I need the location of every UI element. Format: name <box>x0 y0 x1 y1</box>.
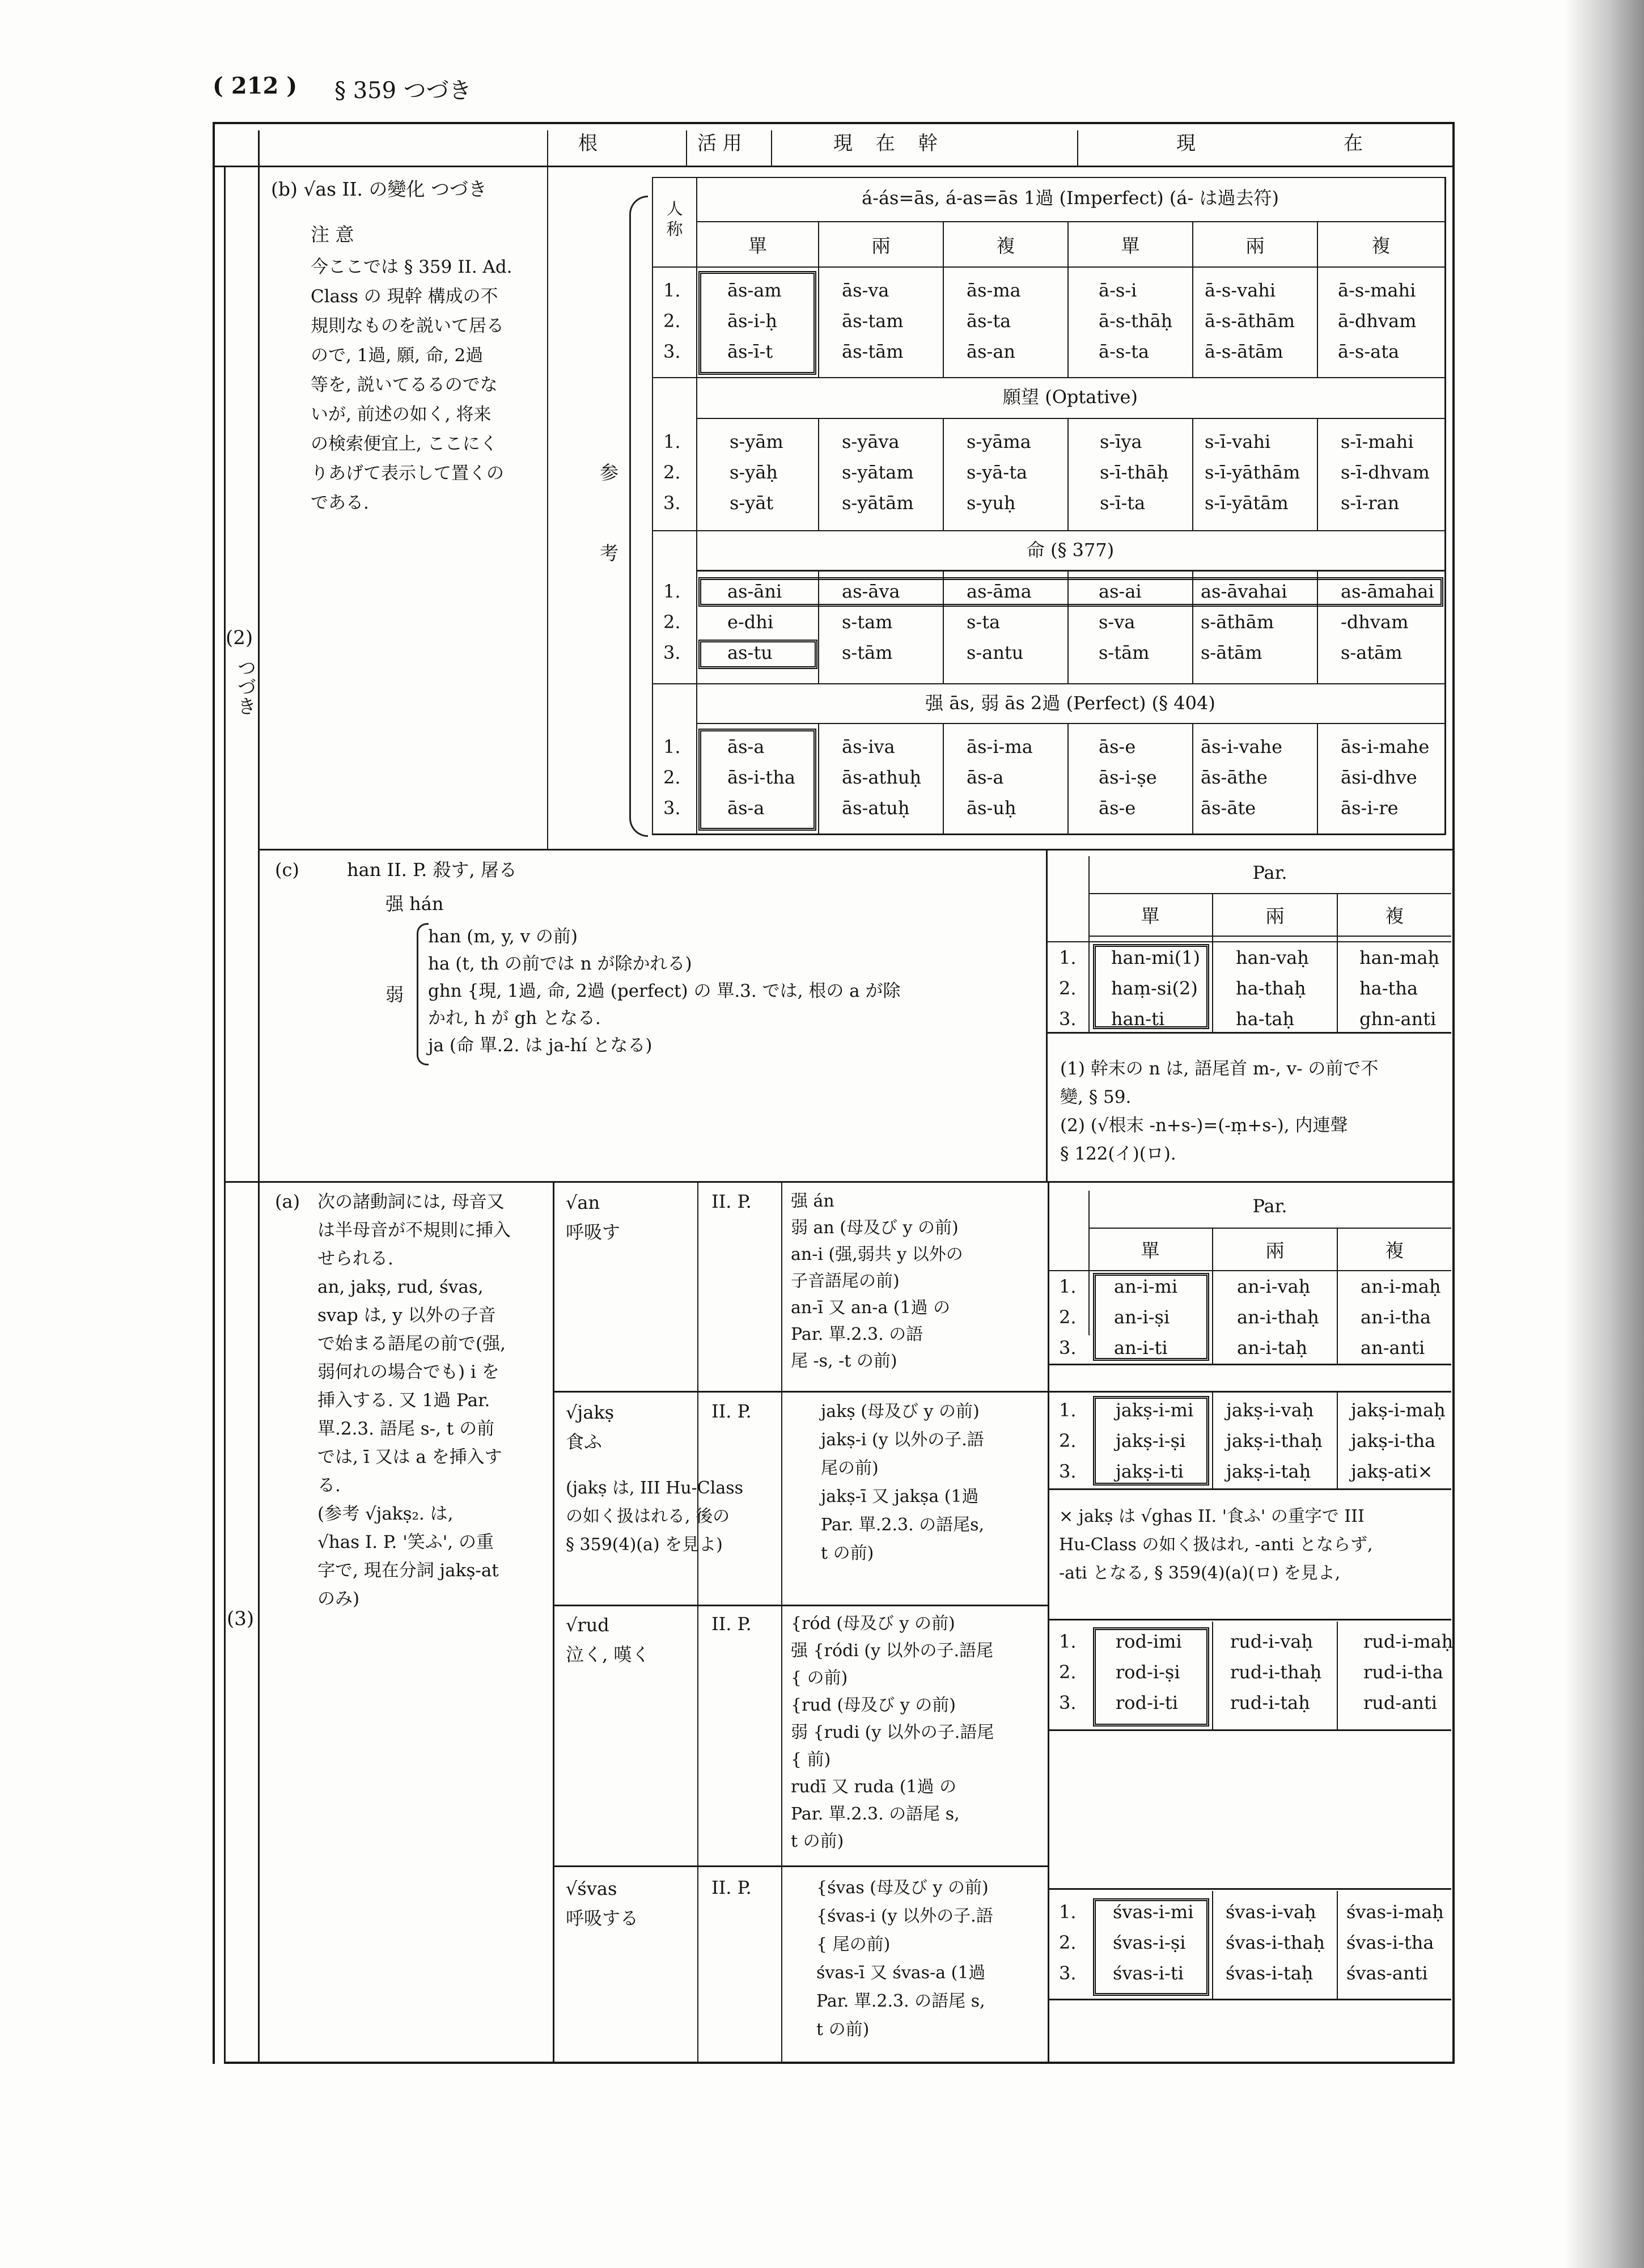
c-col-3: han-maḥ ha-tha ghn-anti <box>1359 947 1440 1030</box>
perfect-col-2: ās-iva ās-athuḥ ās-atuḥ <box>842 736 922 819</box>
a3-text: 次の諸動詞には, 母音又 は半母音が不規則に挿入 せられる. an, jakṣ, rud, śvas, svap は, y 以外の子音 で始まる語尾の前で(强, 弱何れの場合でも) i を 挿入する. 又 1過 Par. 單.2.3. 語尾 s-, t の前 では, ī 又は a を挿入す る. (参考 √jakṣ₂. は, √has I. P. '笑ふ', の重 字で, 現在分詞 jakṣ-at のみ) <box>317 1192 511 1609</box>
imperative-title: 命 (§ 377) <box>1026 539 1115 561</box>
head-du: 兩 <box>871 235 891 257</box>
b-sanko2: 考 <box>600 542 618 564</box>
verb-an-stem: 强 án 弱 an (母及び y の前) an-i (强,弱共 y 以外の 子音語尾の前) an-ī 又 an-a (1過 の Par. 單.2.3. の語 尾 -s, -t の前) <box>791 1191 963 1371</box>
imperative-col-2: as-āva s-tam s-tām <box>842 581 900 663</box>
a3-par: Par. <box>1252 1195 1287 1217</box>
optative-persons: 1. 2. 3. <box>663 431 681 514</box>
imperative-row1-box <box>698 577 1443 607</box>
verb-jaks-persons: 1. 2. 3. <box>1059 1399 1077 1482</box>
verb-jaks-col-3: jakṣ-i-maḥ jakṣ-i-tha jakṣ-ati× <box>1351 1399 1446 1482</box>
page-number: ( 212 ) <box>213 73 298 99</box>
scan-edge-shadow <box>1565 0 1644 2268</box>
c-par: Par. <box>1252 862 1287 883</box>
col-header-stem: 現 在 幹 <box>833 132 938 155</box>
col-header-present2: 在 <box>1344 132 1363 155</box>
perfect-persons: 1. 2. 3. <box>663 736 681 819</box>
row-label-2: (2) <box>226 627 253 649</box>
perfect-col-3: ās-i-ma ās-a ās-uḥ <box>967 736 1033 819</box>
verb-jaks-root-note: (jakṣ は, III Hu-Class の如く扱はれる, 後の § 359(4)(a) を見よ) <box>566 1478 744 1555</box>
verb-rud-class: II. P. <box>711 1613 752 1635</box>
head-sg-mid: 單 <box>1121 235 1140 257</box>
person-head: 人 称 <box>666 199 683 239</box>
imperfect-persons: 1. 2. 3. <box>663 280 681 362</box>
optative-col-2: s-yāva s-yātam s-yātām <box>842 431 914 514</box>
verb-rud-col-2: rud-i-vaḥ rud-i-thaḥ rud-i-taḥ <box>1230 1631 1322 1713</box>
verb-an-class: II. P. <box>711 1191 752 1212</box>
imperative-col-1: as-āni e-dhi as-tu <box>727 581 782 663</box>
col-header-present: 現 <box>1176 132 1196 155</box>
imperfect-col-2: ās-va ās-tam ās-tām <box>842 280 904 362</box>
imperfect-col-6: ā-s-mahi ā-dhvam ā-s-ata <box>1338 280 1417 362</box>
verb-an-col-2: an-i-vaḥ an-i-thaḥ an-i-taḥ <box>1237 1276 1319 1359</box>
imperfect-col-1: ās-am ās-i-ḥ ās-ī-t <box>727 280 782 362</box>
verb-an-col-1: an-i-mi an-i-ṣi an-i-ti <box>1114 1276 1178 1359</box>
verb-svas-class: II. P. <box>711 1877 752 1898</box>
verb-rud-stem: {ród (母及び y の前) 强 {ródi (y 以外の子.語尾 { の前) {rud (母及び y の前) 弱 {rudi (y 以外の子.語尾 { 前) rudī 又 ruda (1過 の Par. 單.2.3. の語尾 s, t の前) <box>791 1614 994 1851</box>
b-note: 今ここでは § 359 II. Ad. Class の 現幹 構成の不 規則なものを説いて居る ので, 1過, 願, 命, 2過 等を, 説いてるるのでな いが, 前述の如く, 将来 の検索便宜上, ここにく りあげて表示して置くの である. <box>311 257 512 513</box>
verb-svas-persons: 1. 2. 3. <box>1059 1901 1077 1984</box>
c-label: (c) <box>275 859 299 881</box>
optative-col-4: s-īya s-ī-thāḥ s-ī-ta <box>1100 431 1169 514</box>
verb-rud-root: √rud 泣く, 嘆く <box>566 1614 650 1665</box>
c-col-2: han-vaḥ ha-thaḥ ha-taḥ <box>1236 947 1309 1030</box>
a3-label: (a) <box>275 1191 300 1212</box>
optative-col-1: s-yām s-yāḥ s-yāt <box>730 431 783 514</box>
c-weak-bracket <box>417 923 429 1065</box>
perfect-col-5: ās-i-vahe ās-āthe ās-āte <box>1201 736 1283 819</box>
c-weak-lines: han (m, y, v の前) ha (t, th の前では n が除かれる) ghn {現, 1過, 命, 2過 (perfect) の 單.3. では, 根の a が除 かれ, h が gh となる. ja (命 單.2. は ja-hí となる) <box>428 926 901 1056</box>
imperative-col-5: as-āvahai s-āthām s-ātām <box>1201 581 1287 663</box>
col-header-usage: 活 用 <box>697 132 742 155</box>
row-label-3: (3) <box>227 1607 255 1630</box>
c-col-1: han-mi(1) haṃ-si(2) han-ti <box>1111 947 1201 1030</box>
verb-an-root: √an 呼吸す <box>566 1192 621 1243</box>
verb-jaks-col-1: jakṣ-i-mi jakṣ-i-ṣi jakṣ-i-ti <box>1116 1399 1194 1482</box>
perfect-title: 强 ās, 弱 ās 2過 (Perfect) (§ 404) <box>925 692 1215 714</box>
c-head-du: 兩 <box>1265 905 1285 927</box>
verb-svas-stem: {śvas (母及び y の前) {śvas-i (y 以外の子.語 { 尾の前) śvas-ī 又 śvas-a (1過 Par. 單.2.3. の語尾 s, t の前) <box>816 1878 993 2039</box>
sanko-bracket <box>629 196 648 837</box>
imperfect-col-3: ās-ma ās-ta ās-an <box>967 280 1021 362</box>
verb-an-persons: 1. 2. 3. <box>1059 1276 1077 1359</box>
b-title: (b) √as II. の變化 つづき <box>271 178 488 200</box>
c-notes: (1) 幹末の n は, 語尾首 m-, v- の前で不 變, § 59. (2) (√根末 -n+s-)=(-ṃ+s-), 内連聲 § 122(イ)(ロ). <box>1060 1059 1379 1164</box>
verb-jaks-note: × jakṣ は √ghas II. '食ふ' の重字で III Hu-Class の如く扱はれ, -anti とならず, -ati となる, § 359(4)(a)(ロ) を見よ, <box>1059 1507 1373 1583</box>
verb-rud-col-1: rod-imi rod-i-ṣi rod-i-ti <box>1116 1631 1182 1713</box>
imperfect-title: á-ás=ās, á-as=ās 1過 (Imperfect) (á- は過去符) <box>862 187 1279 209</box>
c-title: han II. P. 殺す, 屠る <box>347 859 517 881</box>
b-sanko: 参 <box>600 462 618 484</box>
section-heading: § 359 つづき <box>334 78 472 104</box>
verb-svas-col-3: śvas-i-maḥ śvas-i-tha śvas-anti <box>1346 1901 1444 1984</box>
imperative-col-4: as-ai s-va s-tām <box>1099 581 1150 663</box>
optative-col-5: s-ī-vahi s-ī-yāthām s-ī-yātām <box>1205 431 1300 514</box>
verb-rud-persons: 1. 2. 3. <box>1059 1631 1077 1713</box>
a3-head-pl: 複 <box>1385 1239 1404 1262</box>
imperative-persons: 1. 2. 3. <box>663 581 681 663</box>
verb-jaks-root: √jakṣ 食ふ <box>566 1402 615 1453</box>
head-du-mid: 兩 <box>1245 235 1265 257</box>
verb-svas-col-1: śvas-i-mi śvas-i-ṣi śvas-i-ti <box>1113 1901 1194 1984</box>
imperfect-col-5: ā-s-vahi ā-s-āthām ā-s-ātām <box>1205 280 1295 362</box>
verb-svas-root: √śvas 呼吸する <box>566 1878 639 1929</box>
c-head-sg: 單 <box>1141 905 1160 927</box>
verb-jaks-stem: jakṣ (母及び y の前) jakṣ-i (y 以外の子.語 尾の前) jakṣ-ī 又 jakṣa (1過 Par. 單.2.3. の語尾s, t の前) <box>821 1402 985 1563</box>
c-weak-label: 弱 <box>385 984 404 1005</box>
c-persons: 1. 2. 3. <box>1059 947 1077 1030</box>
perfect-col-4: ās-e ās-i-ṣe ās-e <box>1099 736 1157 819</box>
a3-head-du: 兩 <box>1265 1239 1285 1262</box>
verb-svas-col-2: śvas-i-vaḥ śvas-i-thaḥ śvas-i-taḥ <box>1226 1901 1325 1984</box>
col-header-root: 根 <box>578 132 598 155</box>
head-sg: 單 <box>748 235 767 257</box>
imperative-col-3: as-āma s-ta s-antu <box>967 581 1032 663</box>
verb-jaks-col-2: jakṣ-i-vaḥ jakṣ-i-thaḥ jakṣ-i-taḥ <box>1226 1399 1323 1482</box>
perfect-col-1: ās-a ās-i-tha ās-a <box>727 736 795 819</box>
verb-rud-col-3: rud-i-maḥ rud-i-tha rud-anti <box>1363 1631 1454 1713</box>
row-label-2-cont: つづき <box>234 658 256 716</box>
c-strong: 强 hán <box>385 893 444 915</box>
head-pl: 複 <box>996 235 1015 257</box>
head-pl-mid: 複 <box>1371 235 1391 257</box>
optative-col-3: s-yāma s-yā-ta s-yuḥ <box>967 431 1031 514</box>
perfect-col-6: ās-i-mahe āsi-dhve ās-i-re <box>1341 736 1430 819</box>
c-head-pl: 複 <box>1385 905 1404 927</box>
imperative-col-6: as-āmahai -dhvam s-atām <box>1341 581 1434 663</box>
verb-jaks-class: II. P. <box>711 1400 752 1422</box>
imperfect-col-4: ā-s-i ā-s-thāḥ ā-s-ta <box>1099 280 1173 362</box>
optative-title: 願望 (Optative) <box>1003 386 1138 408</box>
verb-an-col-3: an-i-maḥ an-i-tha an-anti <box>1361 1276 1441 1359</box>
a3-head-sg: 單 <box>1141 1239 1160 1262</box>
b-note-head: 注 意 <box>311 223 354 246</box>
optative-col-6: s-ī-mahi s-ī-dhvam s-ī-ran <box>1341 431 1430 514</box>
